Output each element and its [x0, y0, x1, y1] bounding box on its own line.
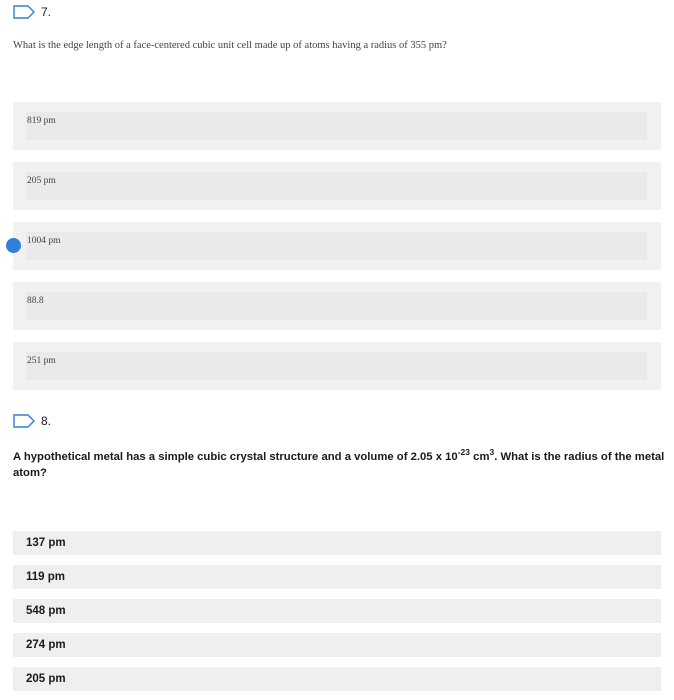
flag-icon[interactable]	[13, 5, 35, 19]
q8-option-label: 119 pm	[26, 571, 65, 583]
q7-option-field	[26, 352, 647, 380]
q7-option[interactable]	[13, 102, 661, 150]
q8-option[interactable]	[13, 565, 661, 589]
q8-option[interactable]	[13, 599, 661, 623]
q7-option-field	[26, 232, 647, 260]
q8-option-label: 137 pm	[26, 537, 66, 549]
q8-prompt-exponent: -23	[457, 447, 471, 458]
q8-option-label: 548 pm	[26, 605, 66, 617]
question-8-prompt	[13, 449, 665, 481]
q8-prompt-unit: cm	[473, 451, 490, 463]
q7-option-field	[26, 172, 647, 200]
question-7-prompt: What is the edge length of a face-centered cubic unit cell made up of atoms having a radius of 355 pm?	[13, 40, 447, 51]
q7-option[interactable]	[13, 342, 661, 390]
q7-option-label: 819 pm	[27, 116, 56, 126]
q8-prompt-end: . What is the radius of the metal atom?	[13, 451, 665, 479]
question-8-number: 8.	[41, 414, 52, 428]
q8-option-label: 205 pm	[26, 673, 66, 685]
question-7-number: 7.	[41, 5, 52, 19]
q7-option[interactable]	[13, 282, 661, 330]
question-8-header	[13, 413, 51, 429]
q7-option-label: 1004 pm	[27, 236, 61, 246]
q7-option-label: 251 pm	[27, 356, 56, 366]
q7-option-label: 88.8	[27, 296, 44, 306]
q7-option-label: 205 pm	[27, 176, 56, 186]
q7-option-field	[26, 112, 647, 140]
q7-option-selected[interactable]	[13, 222, 661, 270]
q8-option[interactable]	[13, 633, 661, 657]
selected-radio-icon[interactable]	[6, 238, 21, 253]
flag-icon[interactable]	[13, 414, 35, 428]
question-7-header	[13, 4, 51, 20]
q8-prompt-start: A hypothetical metal has a simple cubic crystal structure and a volume of 2.05 x 10	[13, 451, 458, 463]
q8-option-label: 274 pm	[26, 639, 66, 651]
q7-option-field	[26, 292, 647, 320]
q7-option[interactable]	[13, 162, 661, 210]
q8-option[interactable]	[13, 667, 661, 691]
q8-option[interactable]	[13, 531, 661, 555]
q8-prompt-unit-exponent: 3	[489, 447, 495, 458]
